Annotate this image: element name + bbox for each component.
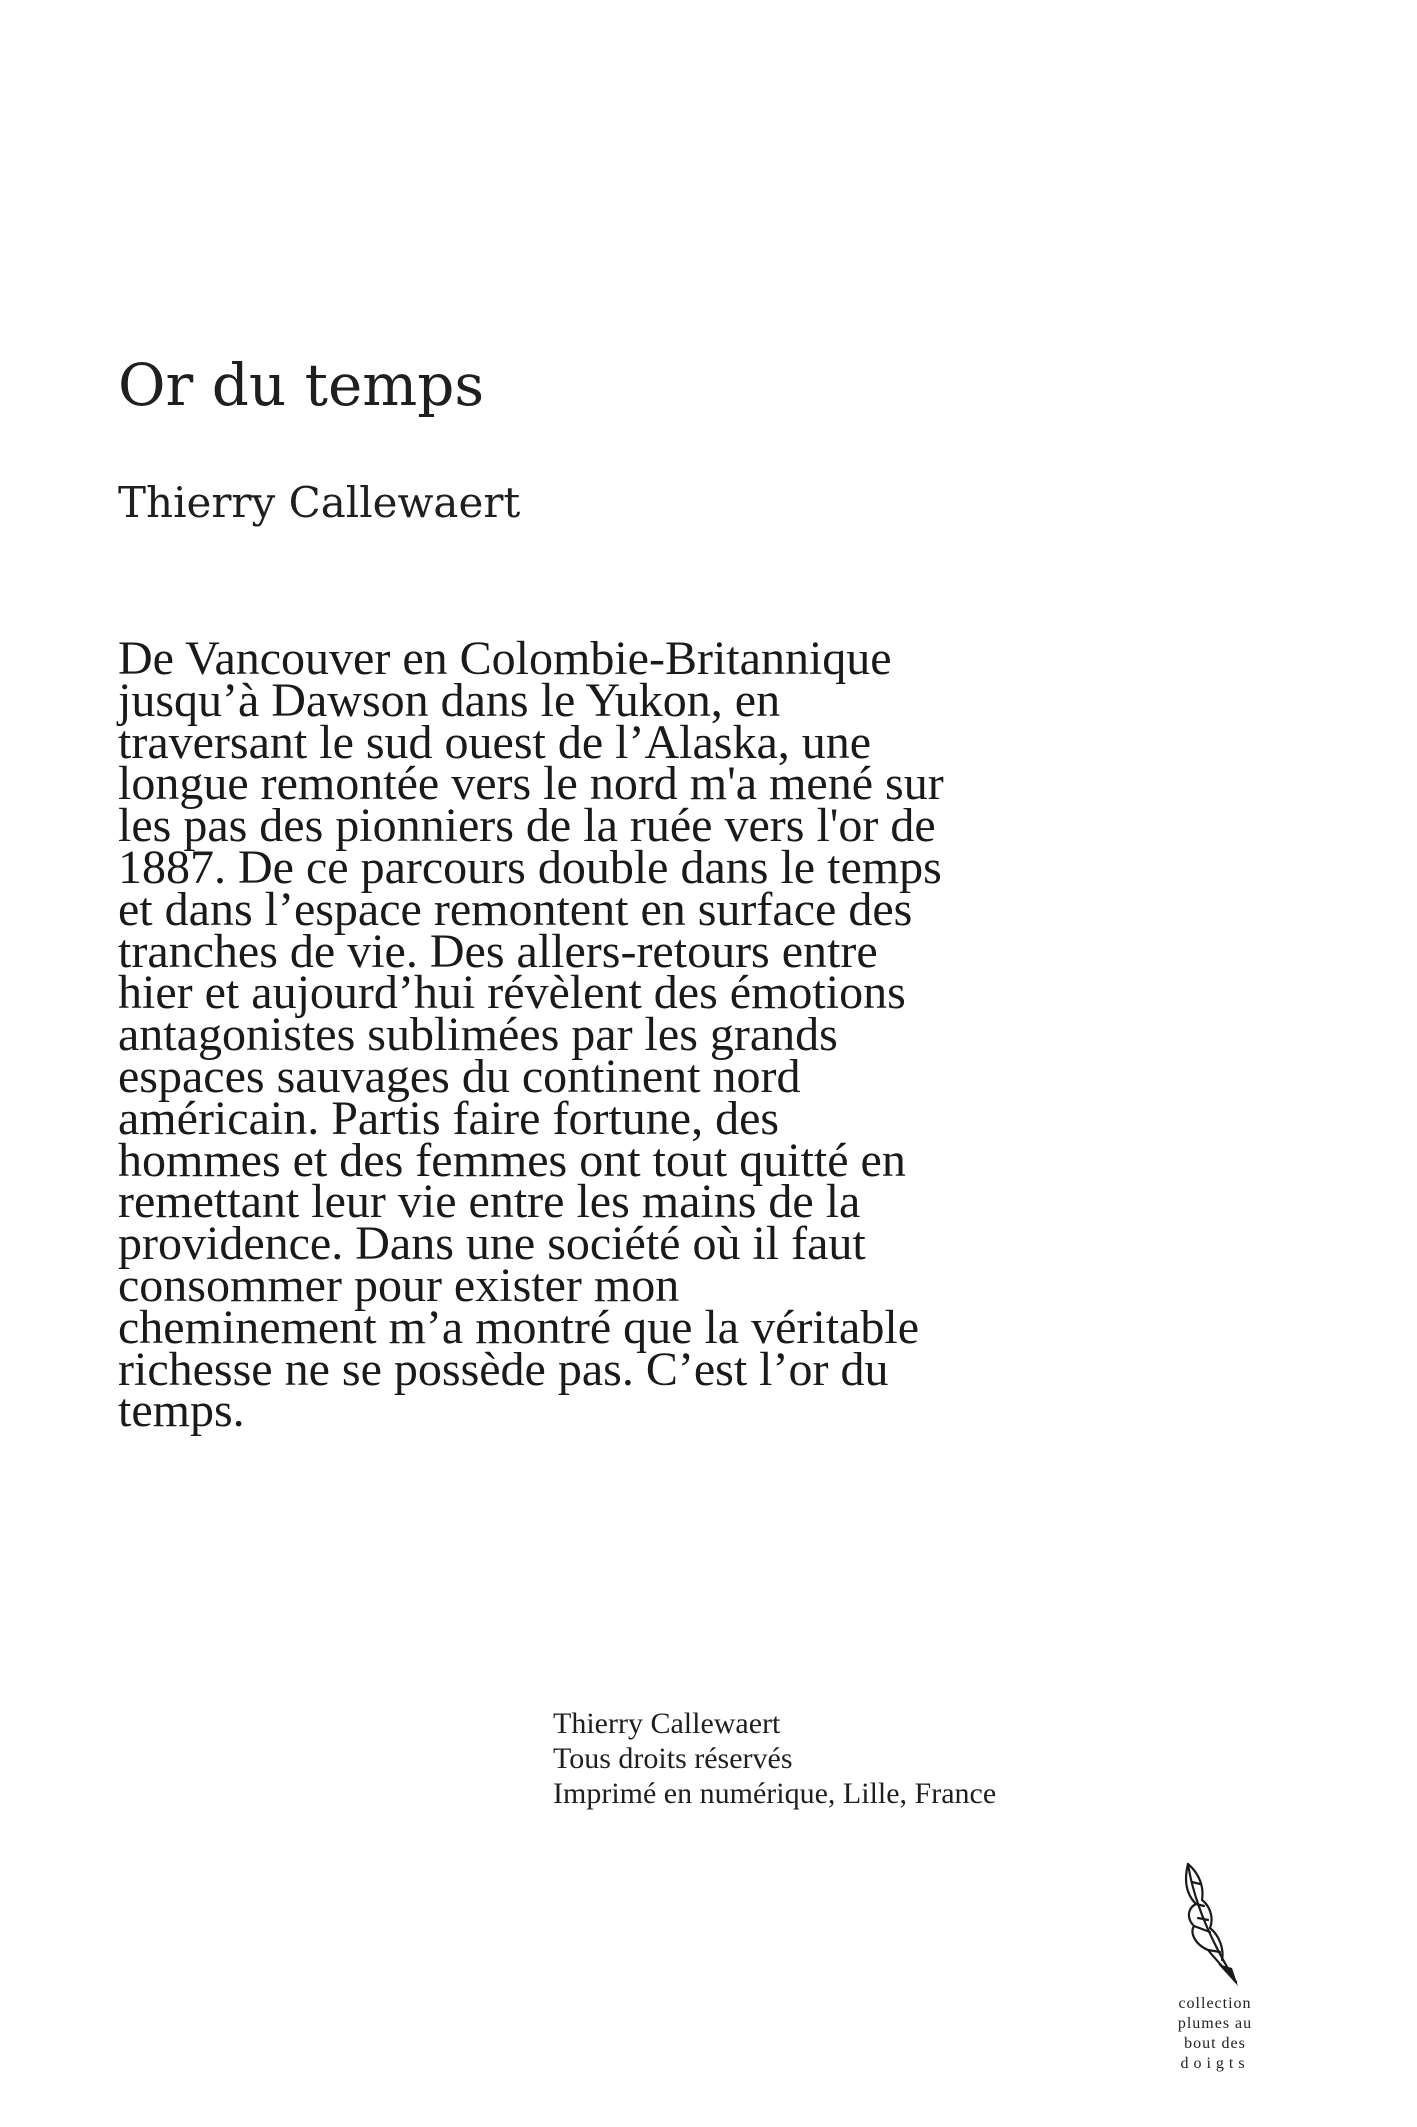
blurb-line: espaces sauvages du continent nord <box>118 1049 801 1103</box>
book-author: Thierry Callewaert <box>118 478 521 527</box>
blurb-line: hier et aujourd’hui révèlent des émotions <box>118 966 906 1020</box>
blurb-line: temps. <box>118 1384 245 1438</box>
logo-text-line: doigts <box>1180 2055 1250 2072</box>
blurb-line: 1887. De ce parcours double dans le temps <box>118 840 942 894</box>
blurb-line: et dans l’espace remontent en surface des <box>118 882 913 936</box>
blurb-line: tranches de vie. Des allers-retours entre <box>118 924 878 978</box>
colophon-printed: Imprimé en numérique, Lille, France <box>553 1777 997 1810</box>
publisher-logo <box>1160 1860 1270 2090</box>
blurb-line: richesse ne se possède pas. C’est l’or du <box>118 1342 889 1396</box>
quill-feather-icon <box>1174 1860 1254 1988</box>
publisher-logo-text <box>1160 1994 1270 2074</box>
colophon-author: Thierry Callewaert <box>553 1707 781 1740</box>
blurb-line: providence. Dans une société où il faut <box>118 1217 866 1271</box>
logo-text-line: bout des <box>1184 2035 1246 2052</box>
blurb-line: remettant leur vie entre les mains de la <box>118 1175 861 1229</box>
blurb-line: jusqu’à Dawson dans le Yukon, en <box>118 673 781 727</box>
blurb-line: américain. Partis faire fortune, des <box>118 1091 780 1145</box>
blurb-line: les pas des pionniers de la ruée vers l'or de <box>118 799 936 853</box>
blurb-line: antagonistes sublimées par les grands <box>118 1008 838 1062</box>
colophon-rights: Tous droits réservés <box>553 1742 793 1775</box>
colophon <box>553 1706 996 1811</box>
back-cover-blurb <box>118 632 944 1438</box>
book-title: Or du temps <box>118 351 485 419</box>
blurb-line: consommer pour exister mon <box>118 1258 680 1312</box>
blurb-line: cheminement m’a montré que la véritable <box>118 1300 919 1354</box>
logo-text-line: plumes au <box>1177 2015 1253 2032</box>
blurb-line: longue remontée vers le nord m'a mené sur <box>118 757 944 811</box>
blurb-line: De Vancouver en Colombie-Britannique <box>118 632 892 685</box>
blurb-line: hommes et des femmes ont tout quitté en <box>118 1133 906 1187</box>
logo-text-line: collection <box>1178 1995 1252 2012</box>
blurb-line: traversant le sud ouest de l’Alaska, une <box>118 715 872 769</box>
